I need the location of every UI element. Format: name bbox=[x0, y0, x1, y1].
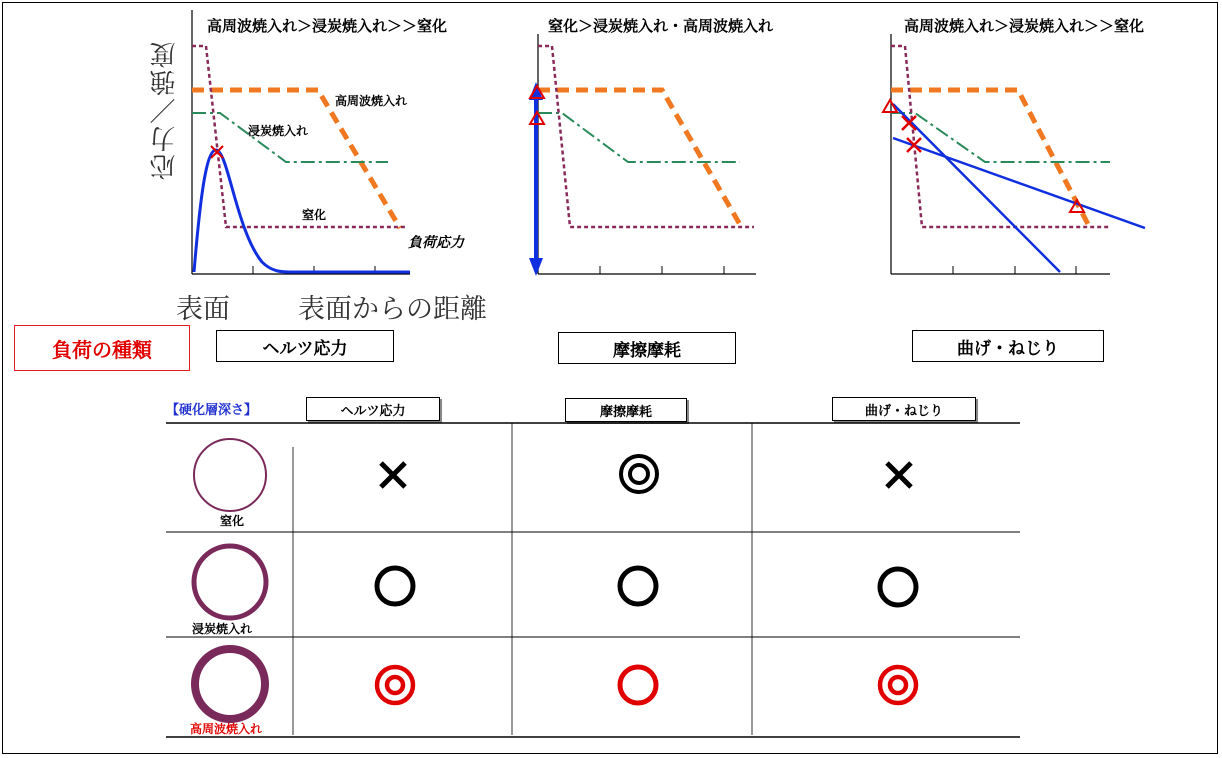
x-label-distance: 表面からの距離 bbox=[298, 294, 487, 325]
mark-nitriding-bend bbox=[887, 463, 911, 487]
mark-induction-hertz bbox=[377, 667, 413, 703]
column-header-hertz: ヘルツ応力 bbox=[306, 397, 440, 421]
chart-title-wear: 窒化＞浸炭焼入れ・高周波焼入れ bbox=[548, 17, 774, 35]
label-carburizing: 浸炭焼入れ bbox=[248, 124, 309, 138]
label-load-stress: 負荷応力 bbox=[408, 235, 464, 251]
mark-nitriding-hertz bbox=[381, 463, 405, 487]
label-nitriding: 窒化 bbox=[302, 208, 327, 222]
load-type-hertz: ヘルツ応力 bbox=[216, 330, 394, 362]
column-header-wear: 摩擦摩耗 bbox=[565, 398, 687, 422]
depth-label: 【硬化層深さ】 bbox=[166, 403, 258, 418]
load-types-label: 負荷の種類 bbox=[14, 325, 190, 371]
mark-carburizing-wear bbox=[620, 568, 656, 604]
x-label-surface: 表面 bbox=[176, 294, 230, 325]
mark-carburizing-hertz bbox=[377, 568, 413, 604]
chart-title-hertz: 高周波焼入れ＞浸炭焼入れ＞＞窒化 bbox=[207, 17, 448, 35]
mark-induction-bend bbox=[880, 667, 916, 703]
label-induction: 高周波焼入れ bbox=[335, 94, 408, 108]
y-axis-label: 応力／強度 bbox=[150, 40, 180, 180]
row-label-carburizing: 浸炭焼入れ bbox=[192, 622, 253, 636]
column-header-bend: 曲げ・ねじり bbox=[832, 397, 976, 421]
load-type-wear: 摩擦摩耗 bbox=[558, 332, 736, 364]
mark-induction-wear bbox=[620, 667, 656, 703]
row-label-induction: 高周波焼入れ bbox=[190, 722, 263, 736]
chart-title-bend: 高周波焼入れ＞浸炭焼入れ＞＞窒化 bbox=[904, 17, 1145, 35]
mark-nitriding-wear bbox=[621, 456, 657, 492]
mark-carburizing-bend bbox=[880, 569, 916, 605]
load-type-bend: 曲げ・ねじり bbox=[912, 330, 1104, 362]
row-label-nitriding: 窒化 bbox=[220, 514, 245, 528]
